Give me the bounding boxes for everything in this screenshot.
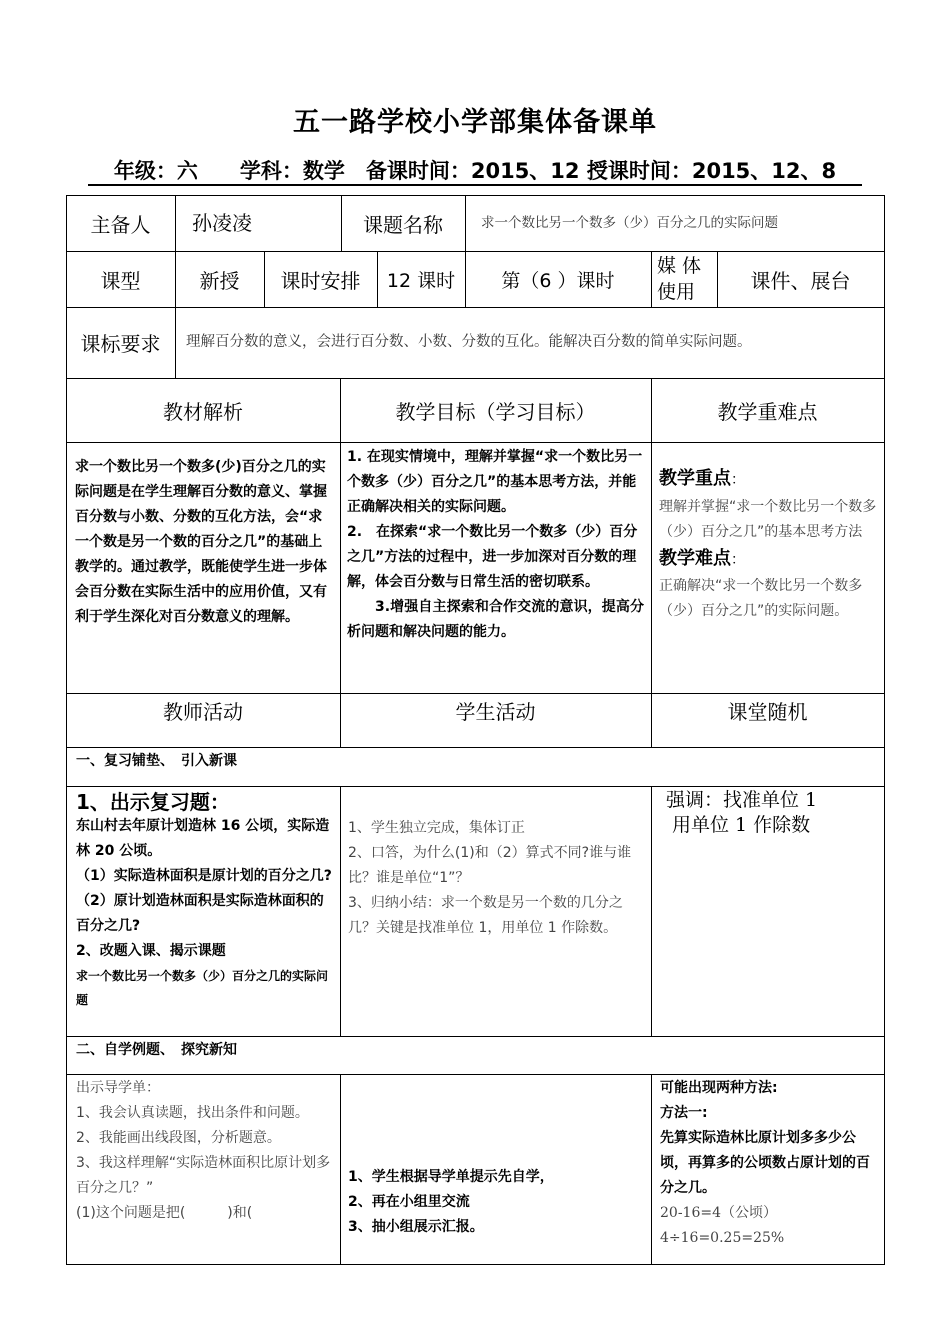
subtitle-underline xyxy=(88,184,862,186)
student2-line-2: 2、再在小组里交流 xyxy=(348,1194,470,1210)
review-line-4: 2、改题入课、揭示课题 xyxy=(76,943,226,959)
review-block xyxy=(76,790,334,1012)
teacher-title: 教师活动 xyxy=(163,700,243,724)
note2-text: 先算实际造林比原计划多多少公顷，再算多的公顷数占原计划的百分之几。 xyxy=(660,1130,870,1196)
period-value: 第（6 ）课时 xyxy=(501,269,615,292)
student1-line-3: 3、归纳小结：求一个数是另一个数的几分之几？关键是找准单位 1，用单位 1 作除数。 xyxy=(348,895,623,936)
note-2 xyxy=(660,1076,880,1251)
hours-label: 课时安排 xyxy=(280,268,361,293)
topic-label: 课题名称 xyxy=(363,212,443,237)
media-value: 课件、展台 xyxy=(750,268,851,293)
notes-title: 课堂随机 xyxy=(727,700,808,724)
student2-line-1: 1、学生根据导学单提示先自学， xyxy=(348,1169,554,1185)
note-1 xyxy=(666,788,880,838)
note1-line-1: 强调：找准单位 1 xyxy=(666,789,818,811)
diff-colon: ： xyxy=(731,552,745,568)
preparer-label: 主备人 xyxy=(90,212,151,237)
part-2-heading: 二、自学例题、 探究新知 xyxy=(76,1042,237,1058)
diff-text: 正确解决“求一个数比另一个数多（少）百分之几”的实际问题。 xyxy=(659,578,863,619)
student1-line-1: 1、学生独立完成，集体订正 xyxy=(348,820,525,836)
preparer-value: 孙凌凌 xyxy=(192,211,252,235)
guide-line-2: 1、我会认真读题，找出条件和问题。 xyxy=(76,1105,309,1121)
hours-value: 12 课时 xyxy=(386,269,456,292)
review-topic: 求一个数比另一个数多（少）百分之几的实际问题 xyxy=(76,969,329,1007)
guide-line-1: 出示导学单： xyxy=(76,1080,160,1096)
student-activity-1 xyxy=(348,816,645,941)
type-label: 课型 xyxy=(100,268,141,293)
student2-line-3: 3、抽小组展示汇报。 xyxy=(348,1219,484,1235)
note1-line-2: 用单位 1 作除数 xyxy=(672,814,811,836)
note2-calc-1: 20-16=4（公顷） xyxy=(660,1205,777,1221)
student1-line-2: 2、口答，为什么(1)和（2）算式不同?谁与谁比？谁是单位“1”？ xyxy=(348,845,632,886)
guide-line-4: 3、我这样理解“实际造林面积比原计划多百分之几？” xyxy=(76,1155,331,1196)
note2-method: 方法一: xyxy=(660,1105,708,1121)
note2-calc-2: 4÷16=0.25=25% xyxy=(660,1230,785,1246)
guide-line-5: (1)这个问题是把( )和( xyxy=(76,1205,253,1221)
review-title: 1、出示复习题： xyxy=(76,790,230,814)
part-1-heading: 一、复习铺垫、 引入新课 xyxy=(76,753,237,769)
goal-1: 1. 在现实情境中，理解并掌握“求一个数比另一个数多（少）百分之几”的基本思考方法，并能正确解决相关的实际问题。 xyxy=(347,449,643,515)
goal-2: 2. 在探索“求一个数比另一个数多（少）百分之几”方法的过程中，进一步加深对百分数的理解，体会百分数与日常生活的密切联系。 xyxy=(347,524,638,590)
student-activity-2 xyxy=(348,1165,645,1240)
review-line-3: （2）原计划造林面积是实际造林面积的百分之几? xyxy=(76,893,324,934)
page-title: 五一路学校小学部集体备课单 xyxy=(293,107,657,138)
guide-line-3: 2、我能画出线段图，分析题意。 xyxy=(76,1130,281,1146)
diff-title: 教学难点 xyxy=(659,548,731,569)
goals-list xyxy=(347,442,644,645)
goals-title: 教学目标（学习目标） xyxy=(395,399,596,424)
type-value: 新授 xyxy=(199,268,240,293)
keypoints-block xyxy=(659,464,879,624)
topic-value: 求一个数比另一个数多（少）百分之几的实际问题 xyxy=(481,215,778,231)
analysis-title: 教材解析 xyxy=(163,399,243,424)
guide-block xyxy=(76,1076,334,1262)
review-line-2: （1）实际造林面积是原计划的百分之几? xyxy=(76,868,332,884)
goal-3: 3.增强自主探索和合作交流的意识，提高分析问题和解决问题的能力。 xyxy=(347,599,644,640)
keypoints-title: 教学重难点 xyxy=(717,399,818,424)
page-subtitle: 年级：六 学科：数学 备课时间：2015、12 授课时间：2015、12、8 xyxy=(113,159,837,183)
note2-head: 可能出现两种方法: xyxy=(660,1080,778,1096)
key-colon: ： xyxy=(731,472,745,488)
key-text: 理解并掌握“求一个数比另一个数多（少）百分之几”的基本思考方法 xyxy=(659,499,877,540)
student-title: 学生活动 xyxy=(455,700,536,724)
standard-value: 理解百分数的意义，会进行百分数、小数、分数的互化。能解决百分数的简单实际问题。 xyxy=(186,334,752,350)
media-label: 媒 体 使用 xyxy=(657,255,702,303)
analysis-text: 求一个数比另一个数多(少)百分之几的实际问题是在学生理解百分数的意义、掌握百分数与小数、分数的互化方法，会“求一个数是另一个数的百分之几”的基础上教学的。通过教学，既能使学生进一步体会百分数在实际生活中的应用价值，又有利于学生深化对百分数意义的理解。 xyxy=(75,459,327,625)
standard-label: 课标要求 xyxy=(80,332,161,356)
key-title: 教学重点 xyxy=(659,468,731,489)
review-line-1: 东山村去年原计划造林 16 公顷，实际造林 20 公顷。 xyxy=(76,818,330,859)
